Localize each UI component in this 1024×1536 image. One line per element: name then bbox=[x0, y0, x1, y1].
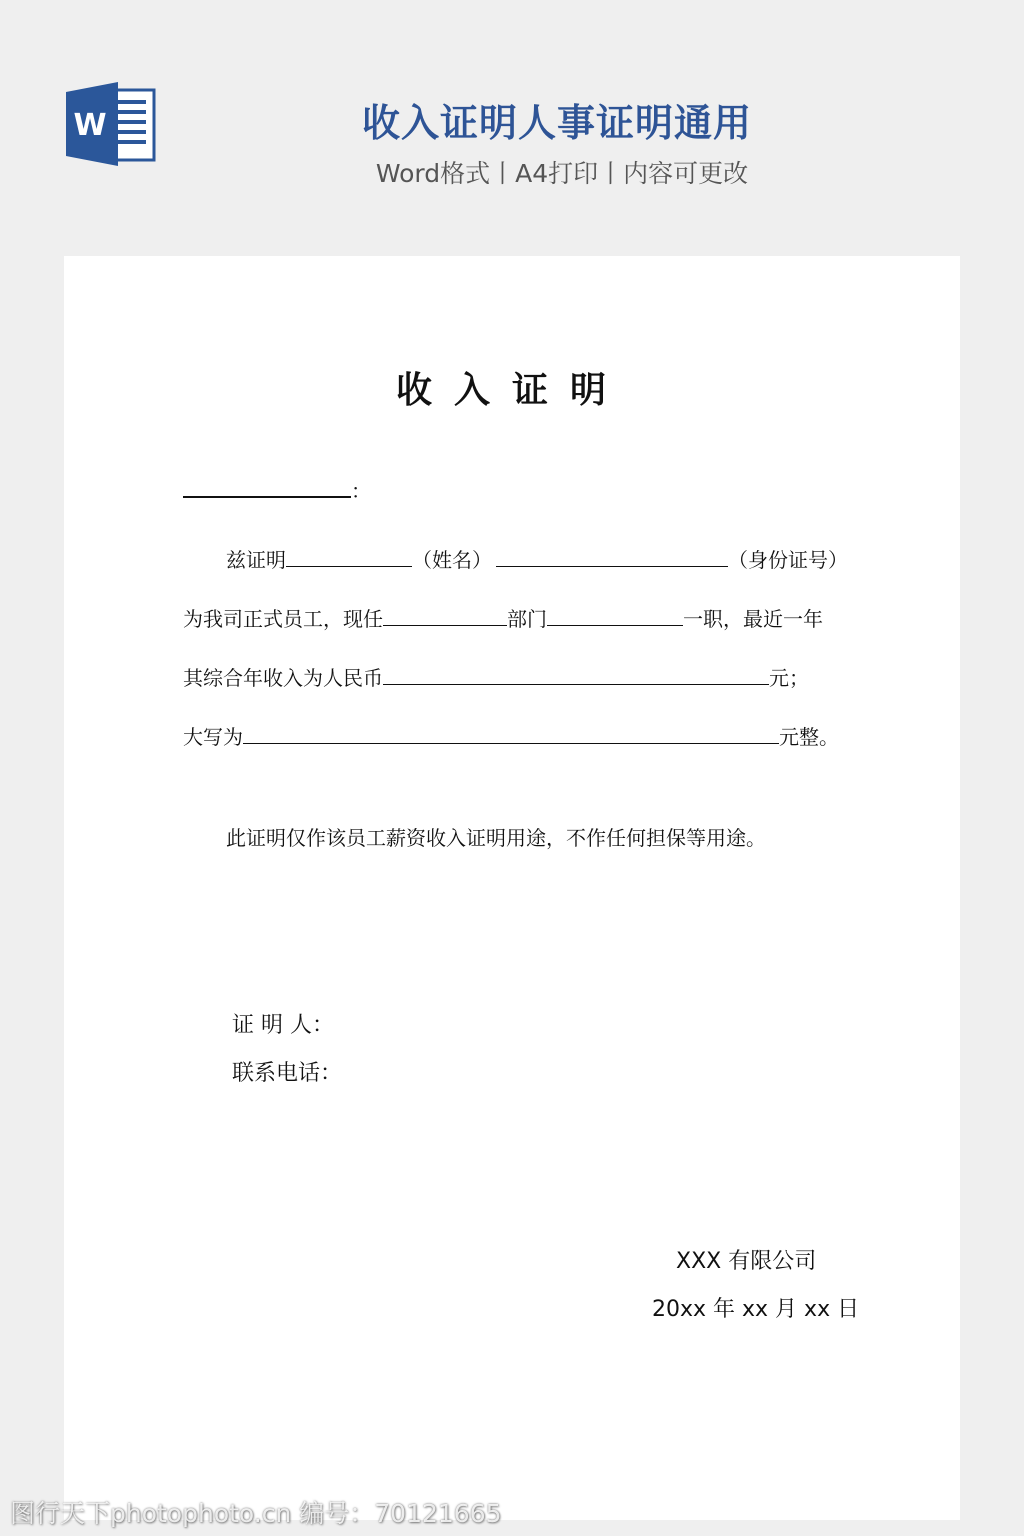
uppercase-unit: 元整。 bbox=[779, 725, 839, 749]
document-date: 20xx 年 xx 月 xx 日 bbox=[652, 1297, 860, 1322]
id-number-blank[interactable] bbox=[496, 544, 728, 567]
paragraph-3-prefix: 其综合年收入为人民币 bbox=[183, 666, 383, 690]
watermark: 图行天下photophoto.cn 编号：70121665 bbox=[10, 1499, 502, 1528]
statement: 此证明仅作该员工薪资收入证明用途，不作任何担保等用途。 bbox=[226, 826, 766, 850]
paragraph-1-prefix: 兹证明 bbox=[226, 548, 286, 572]
svg-text:W: W bbox=[73, 108, 107, 143]
phone-label: 联系电话： bbox=[232, 1061, 343, 1086]
certifier-label: 证 明 人： bbox=[232, 1013, 334, 1038]
income-unit: 元； bbox=[769, 666, 809, 690]
paragraph-3 bbox=[183, 662, 809, 691]
name-blank[interactable] bbox=[286, 544, 412, 567]
position-blank[interactable] bbox=[547, 603, 683, 626]
document-title: 收入证明 bbox=[395, 369, 628, 411]
income-uppercase-blank[interactable] bbox=[243, 721, 779, 744]
position-label: 一职，最近一年 bbox=[683, 607, 823, 631]
name-label: （姓名） bbox=[412, 548, 492, 572]
salutation-line bbox=[183, 474, 371, 504]
dept-label: 部门 bbox=[507, 607, 547, 631]
salutation-colon: ： bbox=[351, 479, 371, 503]
paragraph-2-prefix: 为我司正式员工，现任 bbox=[183, 607, 383, 631]
page-subtitle: Word格式丨A4打印丨内容可更改 bbox=[375, 159, 749, 188]
department-blank[interactable] bbox=[383, 603, 507, 626]
paragraph-4-prefix: 大写为 bbox=[183, 725, 243, 749]
id-label: （身份证号） bbox=[728, 548, 848, 572]
company-name: XXX 有限公司 bbox=[676, 1249, 817, 1274]
paragraph-2 bbox=[183, 603, 823, 632]
income-amount-blank[interactable] bbox=[383, 662, 769, 685]
document-page bbox=[64, 256, 960, 1520]
paragraph-1 bbox=[226, 544, 848, 573]
paragraph-4 bbox=[183, 721, 839, 750]
page-title: 收入证明人事证明通用 bbox=[361, 101, 752, 145]
recipient-blank[interactable] bbox=[183, 474, 351, 498]
